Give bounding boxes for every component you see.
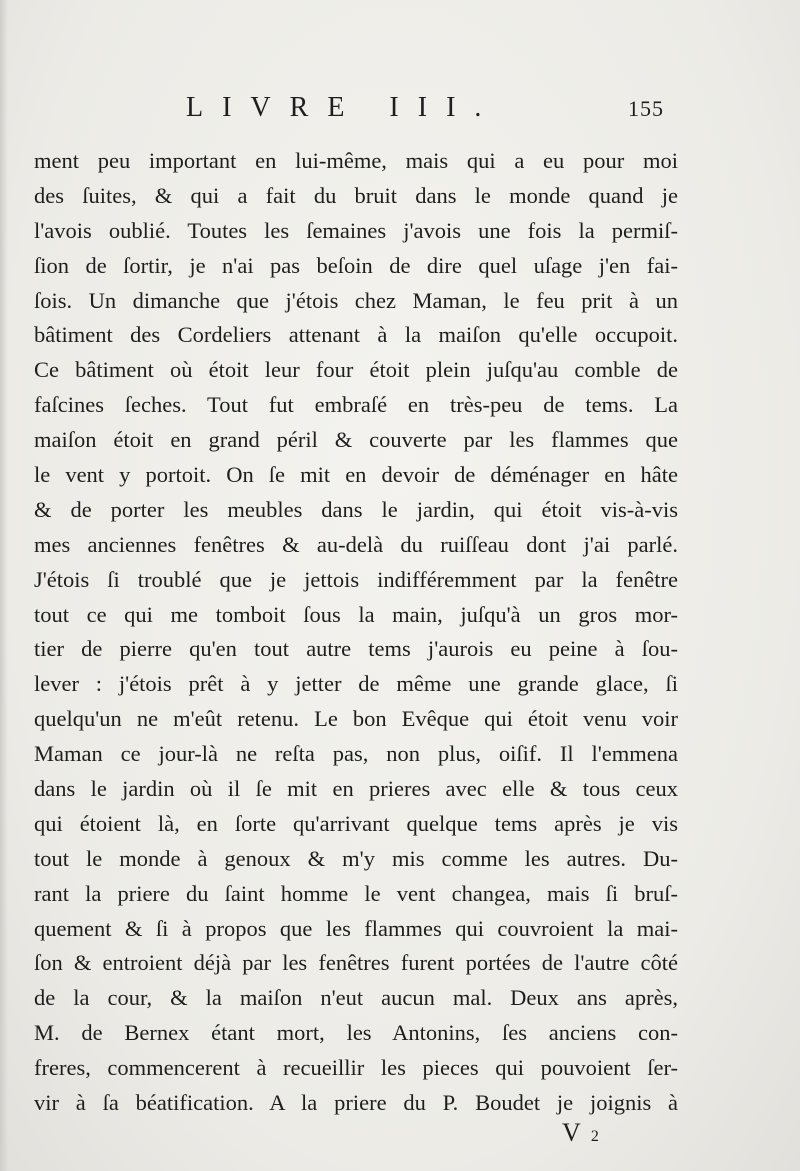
text-line: Maman ce jour-là ne reſta pas, non plus, oiſif. Il l'emmena (34, 741, 678, 767)
text-line: freres, commencerent à recueillir les pieces qui pouvoient ſer- (34, 1055, 678, 1081)
signature-letter: V (562, 1118, 583, 1147)
text-line: faſcines ſeches. Tout fut embraſé en très-peu de tems. La (34, 392, 678, 418)
text-line: tier de pierre qu'en tout autre tems j'aurois eu peine à ſou- (34, 636, 678, 662)
text-line: quelqu'un ne m'eût retenu. Le bon Evêque qui étoit venu voir (34, 706, 678, 732)
text-line: l'avois oublié. Toutes les ſemaines j'avois une fois la permiſ- (34, 217, 678, 243)
text-line: maiſon étoit en grand péril & couverte par les flammes que (34, 427, 678, 453)
text-line: Ce bâtiment où étoit leur four étoit plein juſqu'au comble de (34, 357, 678, 383)
page-edge-shadow (0, 0, 8, 1171)
text-line: lever : j'étois prêt à y jetter de même une grande glace, ſi (34, 671, 678, 697)
text-line: le vent y portoit. On ſe mit en devoir de déménager en hâte (34, 462, 678, 488)
text-line: ſion de ſortir, je n'ai pas beſoin de dire quel uſage j'en fai- (34, 252, 678, 278)
text-line: de la cour, & la maiſon n'eut aucun mal. Deux ans après, (34, 985, 678, 1011)
signature-number: 2 (590, 1128, 601, 1145)
text-line: ment peu important en lui-même, mais qui a eu pour moi (34, 148, 678, 173)
text-line: qui étoient là, en ſorte qu'arrivant quelque tems après je vis (34, 810, 678, 836)
text-line: rant la priere du ſaint homme le vent changea, mais ſi bruſ- (34, 880, 678, 906)
text-line: ſois. Un dimanche que j'étois chez Maman, le feu prit à un (34, 287, 678, 313)
body-text (34, 144, 678, 1121)
text-line: des ſuites, & qui a fait du bruit dans le monde quand je (34, 182, 678, 208)
page-header (0, 92, 800, 132)
text-line: tout ce qui me tomboit ſous la main, juſqu'à un gros mor- (34, 601, 678, 627)
text-line: quement & ſi à propos que les flammes qui couvroient la mai- (34, 915, 678, 941)
text-line: J'étois ſi troublé que je jettois indifféremment par la fenêtre (34, 566, 678, 592)
running-head: LIVRE III. (186, 92, 501, 123)
signature-mark (562, 1118, 601, 1148)
text-line: dans le jardin où il ſe mit en prieres avec elle & tous ceux (34, 776, 678, 802)
page-number: 155 (628, 96, 664, 121)
text-line: M. de Bernex étant mort, les Antonins, ſes anciens con- (34, 1020, 678, 1046)
text-line: & de porter les meubles dans le jardin, qui étoit vis-à-vis (34, 496, 678, 522)
text-line: vir à ſa béatification. A la priere du P. Boudet je joignis à (34, 1090, 678, 1116)
text-line: tout le monde à genoux & m'y mis comme les autres. Du- (34, 845, 678, 871)
text-line: mes anciennes fenêtres & au-delà du ruiſſeau dont j'ai parlé. (34, 531, 678, 557)
text-line: bâtiment des Cordeliers attenant à la maiſon qu'elle occupoit. (34, 322, 678, 348)
text-line: ſon & entroient déjà par les fenêtres furent portées de l'autre côté (34, 950, 678, 976)
